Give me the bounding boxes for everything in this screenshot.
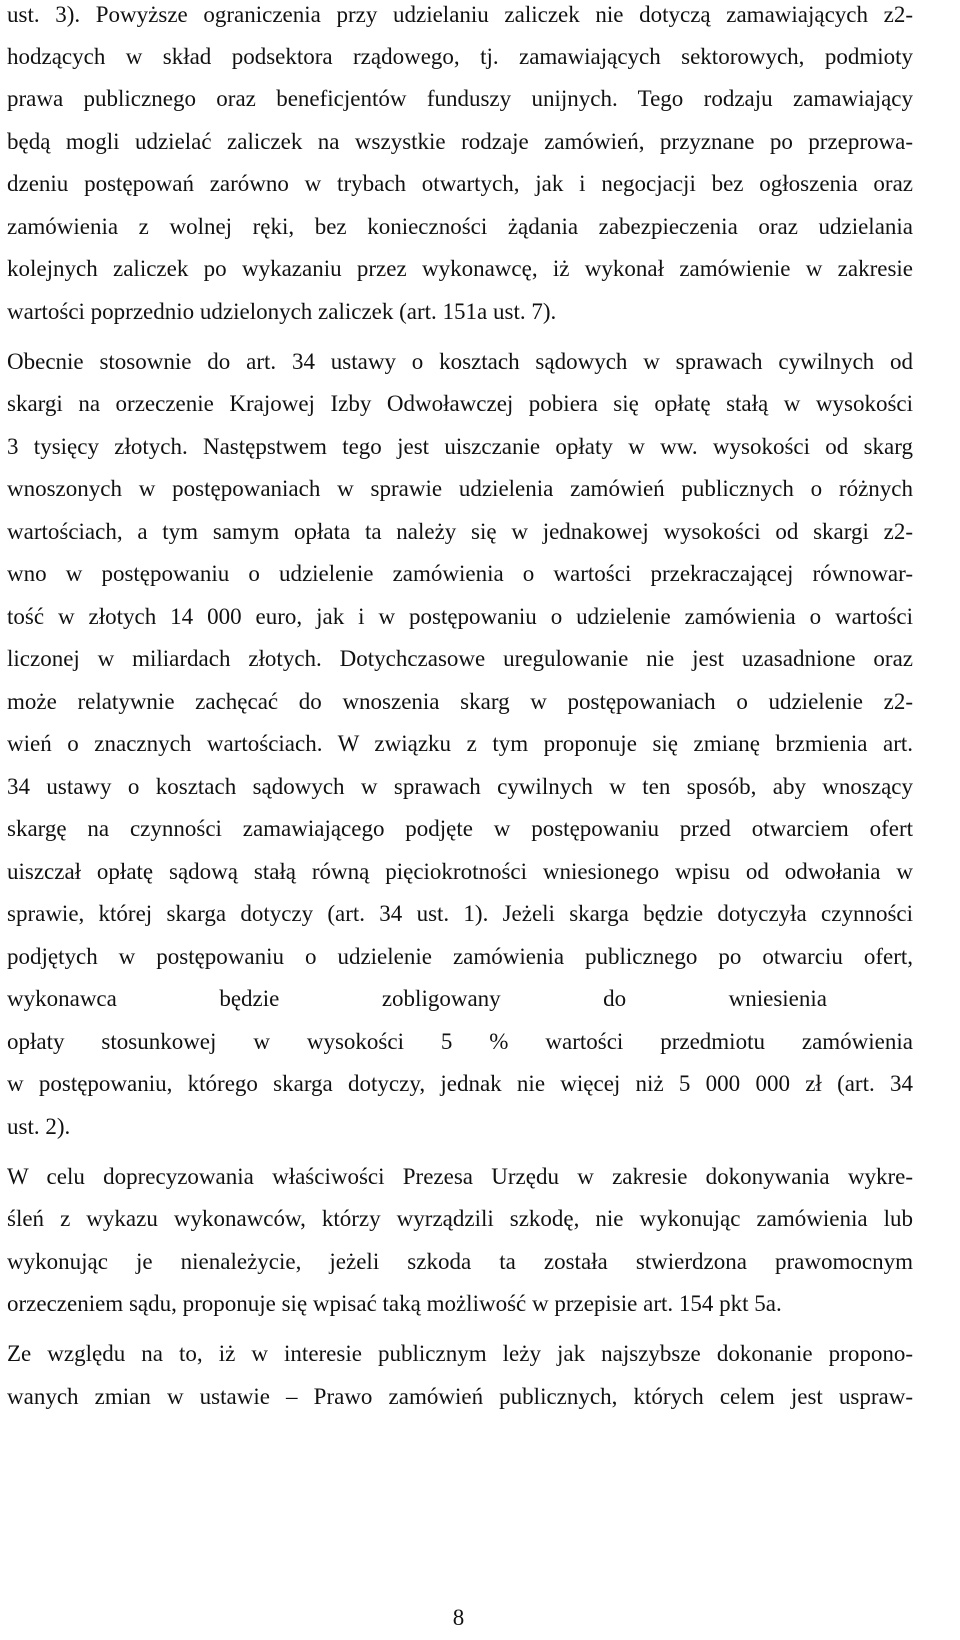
text-line: wartościach, a tym samym opłata ta należy się w jednakowej wysokości od skargi z2- [7,519,913,544]
text-line: sprawie, której skarga dotyczy (art. 34 ust. 1). Jeżeli skarga będzie dotyczyła czynności [7,901,913,926]
text-line: wnoszonych w postępowaniach w sprawie udzielenia zamówień publicznych o różnych [7,476,913,501]
text-line: będą mogli udzielać zaliczek na wszystkie rodzaje zamówień, przyznane po przeprowa- [7,129,913,154]
text-line: tość w złotych 14 000 euro, jak i w postępowaniu o udzielenie zamówienia o wartości [7,604,913,629]
text-line: W celu doprecyzowania właściwości Prezesa Urzędu w zakresie dokonywania wykre- [7,1164,913,1189]
text-line: zamówienia z wolnej ręki, bez konieczności żądania zabezpieczenia oraz udzielania [7,214,913,239]
text-line: ust. 2). [7,1114,71,1139]
text-line: wień o znacznych wartościach. W związku z tym proponuje się zmianę brzmienia art. [7,731,913,756]
text-line: ust. 3). Powyższe ograniczenia przy udzielaniu zaliczek nie dotyczą zamawiających z2- [7,2,913,27]
text-line: opłaty stosunkowej w wysokości 5 % wartości przedmiotu zamówienia [7,1029,913,1054]
text-line: orzeczeniem sądu, proponuje się wpisać taką możliwość w przepisie art. 154 pkt 5a. [7,1291,782,1316]
text-line: wno w postępowaniu o udzielenie zamówienia o wartości przekraczającej równowar- [7,561,913,586]
text-line: w postępowaniu, którego skarga dotyczy, jednak nie więcej niż 5 000 000 zł (art. 34 [7,1071,913,1096]
text-line: prawa publicznego oraz beneficjentów funduszy unijnych. Tego rodzaju zamawiający [7,86,913,111]
text-line: może relatywnie zachęcać do wnoszenia skarg w postępowaniach o udzielenie z2- [7,689,913,714]
text-line: dzeniu postępowań zarówno w trybach otwartych, jak i negocjacji bez ogłoszenia oraz [7,171,913,196]
text-line: skargę na czynności zamawiającego podjęte w postępowaniu przed otwarciem ofert [7,816,913,841]
text-line: Obecnie stosownie do art. 34 ustawy o kosztach sądowych w sprawach cywilnych od [7,349,913,374]
text-line: wykonując je nienależycie, jeżeli szkoda ta została stwierdzona prawomocnym [7,1249,913,1274]
text-line: hodzących w skład podsektora rządowego, tj. zamawiających sektorowych, podmioty [7,44,913,69]
text-line: 3 tysięcy złotych. Następstwem tego jest uiszczanie opłaty w ww. wysokości od skarg [7,434,913,459]
text-line: 34 ustawy o kosztach sądowych w sprawach cywilnych w ten sposób, aby wnoszący [7,774,913,799]
text-line: wykonawca będzie zobligowany do wniesienia [7,986,827,1011]
text-line: uiszczał opłatę sądową stałą równą pięciokrotności wniesionego wpisu od odwołania w [7,859,913,884]
text-line: podjętych w postępowaniu o udzielenie zamówienia publicznego po otwarciu ofert, [7,944,913,969]
text-line: skargi na orzeczenie Krajowej Izby Odwoławczej pobiera się opłatę stałą w wysokości [7,391,913,416]
text-line: wanych zmian w ustawie – Prawo zamówień publicznych, których celem jest uspraw- [7,1384,913,1409]
text-line: liczonej w miliardach złotych. Dotychczasowe uregulowanie nie jest uzasadnione oraz [7,646,913,671]
text-line: wartości poprzednio udzielonych zaliczek (art. 151a ust. 7). [7,299,557,324]
text-line: śleń z wykazu wykonawców, którzy wyrządzili szkodę, nie wykonując zamówienia lub [7,1206,913,1231]
page-number: 8 [452,1605,465,1630]
text-line: Ze względu na to, iż w interesie publicznym leży jak najszybsze dokonanie propono- [7,1341,913,1366]
text-line: kolejnych zaliczek po wykazaniu przez wykonawcę, iż wykonał zamówienie w zakresie [7,256,913,281]
